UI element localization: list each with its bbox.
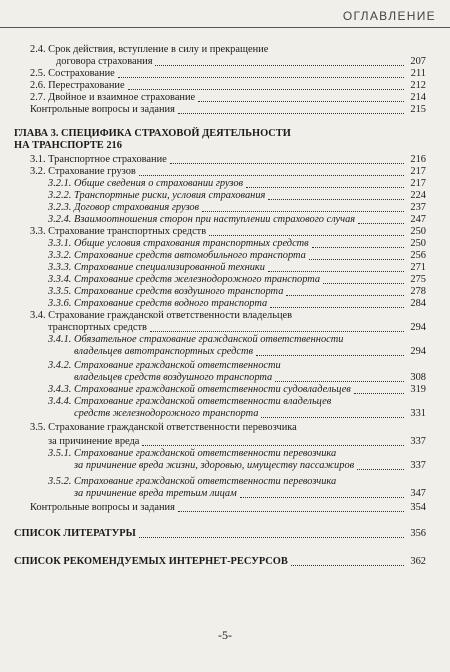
page-number: 331: [410, 408, 426, 419]
toc-entry-3-4-4: средств железнодорожного транспорта 331: [74, 408, 426, 419]
page-number: 217: [410, 178, 426, 189]
dot-leader: [354, 393, 404, 394]
toc-entry-3-5-2: за причинение вреда третьим лицам 347: [74, 488, 426, 499]
toc-entry-2-6: 2.6. Перестрахование 212: [30, 80, 426, 91]
toc-entry-3-1: 3.1. Транспортное страхование 216: [30, 154, 426, 165]
dot-leader: [270, 307, 404, 308]
toc-entry-2-7: 2.7. Двойное и взаимное страхование 214: [30, 92, 426, 103]
toc-entry-3-2-2: 3.2.2. Транспортные риски, условия страхования 224: [48, 190, 426, 201]
dot-leader: [275, 381, 404, 382]
toc-entry-3-4: транспортных средств 294: [48, 322, 426, 333]
toc-entry-2-5: 2.5. Сострахование 211: [30, 68, 426, 79]
page-number: 224: [410, 190, 426, 201]
toc-entry-3-4-2-line1: 3.4.2. Страхование гражданской ответственности: [48, 360, 281, 371]
toc-entry-3-3-5: 3.3.5. Страхование средств воздушного транспорта 278: [48, 286, 426, 297]
toc-entry-3-5-line1: 3.5. Страхование гражданской ответственности перевозчика: [30, 422, 297, 433]
dot-leader: [240, 497, 404, 498]
page-number: 294: [410, 346, 426, 357]
page-number: 217: [410, 166, 426, 177]
toc-entry-2-4-line1: 2.4. Срок действия, вступление в силу и прекращение: [30, 44, 269, 55]
page-number: 250: [410, 226, 426, 237]
dot-leader: [261, 417, 404, 418]
page-number: 256: [410, 250, 426, 261]
page-number: 216: [410, 154, 426, 165]
dot-leader: [309, 259, 404, 260]
toc-entry-3-3-6: 3.3.6. Страхование средств водного транспорта 284: [48, 298, 426, 309]
page-number: 319: [410, 384, 426, 395]
toc-entry-3-3-3: 3.3.3. Страхование специализированной техники 271: [48, 262, 426, 273]
toc-entry-3-4-2: владельцев средств воздушного транспорта 308: [74, 372, 426, 383]
toc-internet-resources: СПИСОК РЕКОМЕНДУЕМЫХ ИНТЕРНЕТ-РЕСУРСОВ 362: [14, 556, 426, 567]
toc-entry-3-4-3: 3.4.3. Страхование гражданской ответственности судовладельцев 319: [48, 384, 426, 395]
page-number: 207: [410, 56, 426, 67]
dot-leader: [128, 89, 404, 90]
dot-leader: [155, 65, 404, 66]
dot-leader: [142, 445, 404, 446]
dot-leader: [358, 223, 404, 224]
dot-leader: [178, 511, 404, 512]
toc-entry-3-5: за причинение вреда 337: [48, 436, 426, 447]
page-footer: [0, 628, 450, 643]
page-number: 337: [410, 460, 426, 471]
toc-entry-3-5-1-line1: 3.5.1. Страхование гражданской ответственности перевозчика: [48, 448, 337, 459]
running-header: [0, 0, 450, 32]
dot-leader: [268, 199, 404, 200]
toc-entry-3-4-1: владельцев автотранспортных средств 294: [74, 346, 426, 357]
toc-entry-3-4-1-line1: 3.4.1. Обязательное страхование гражданской ответственности: [48, 334, 344, 345]
page-number: 237: [410, 202, 426, 213]
dot-leader: [323, 283, 404, 284]
dot-leader: [268, 271, 404, 272]
page-number: 247: [410, 214, 426, 225]
dot-leader: [312, 247, 404, 248]
dot-leader: [150, 331, 404, 332]
page-number-footer: -5-: [218, 628, 232, 642]
dot-leader: [178, 113, 404, 114]
toc-entry-questions-3: Контрольные вопросы и задания 354: [30, 502, 426, 513]
page-number: 214: [410, 92, 426, 103]
dot-leader: [209, 235, 404, 236]
toc-entry-3-3-1: 3.3.1. Общие условия страхования транспортных средств 250: [48, 238, 426, 249]
toc-entry-3-4-line1: 3.4. Страхование гражданской ответственности владельцев: [30, 310, 293, 321]
page-number: 250: [410, 238, 426, 249]
page-number: 212: [410, 80, 426, 91]
toc-entry-3-2: 3.2. Страхование грузов 217: [30, 166, 426, 177]
page-number: 362: [410, 556, 426, 567]
toc-entry-3-3-4: 3.3.4. Страхование средств железнодорожного транспорта 275: [48, 274, 426, 285]
dot-leader: [291, 565, 404, 566]
toc-chapter-3-line1: ГЛАВА 3. СПЕЦИФИКА СТРАХОВОЙ ДЕЯТЕЛЬНОСТИ: [14, 128, 291, 139]
page-number: 308: [410, 372, 426, 383]
dot-leader: [198, 101, 404, 102]
toc-entry-3-3: 3.3. Страхование транспортных средств 250: [30, 226, 426, 237]
toc-bibliography: СПИСОК ЛИТЕРАТУРЫ 356: [14, 528, 426, 539]
toc-entry-3-5-2-line1: 3.5.2. Страхование гражданской ответственности перевозчика: [48, 476, 337, 487]
dot-leader: [246, 187, 404, 188]
page-number: 347: [410, 488, 426, 499]
toc-entry-3-4-4-line1: 3.4.4. Страхование гражданской ответственности владельцев: [48, 396, 332, 407]
page-number: 215: [410, 104, 426, 115]
toc-entry-3-2-4: 3.2.4. Взаимоотношения сторон при наступлении страхового случая 247: [48, 214, 426, 225]
page-number: 211: [410, 68, 426, 79]
page-number: 284: [410, 298, 426, 309]
dot-leader: [170, 163, 404, 164]
toc-entry-3-2-3: 3.2.3. Договор страхования грузов 237: [48, 202, 426, 213]
dot-leader: [286, 295, 404, 296]
header-title: ОГЛАВЛЕНИЕ: [342, 9, 436, 23]
page-number: 271: [410, 262, 426, 273]
page-number: 275: [410, 274, 426, 285]
dot-leader: [139, 537, 404, 538]
page-number: 278: [410, 286, 426, 297]
toc-entry-3-3-2: 3.3.2. Страхование средств автомобильного транспорта 256: [48, 250, 426, 261]
dot-leader: [139, 175, 404, 176]
dot-leader: [256, 355, 404, 356]
page-number: 356: [410, 528, 426, 539]
page-number: 294: [410, 322, 426, 333]
toc-entry-questions-2: Контрольные вопросы и задания 215: [30, 104, 426, 115]
toc-entry-2-4: договора страхования 207: [56, 56, 426, 67]
page-number: 354: [410, 502, 426, 513]
dot-leader: [118, 77, 404, 78]
header-rule: [0, 27, 450, 28]
toc-chapter-3-line2: НА ТРАНСПОРТЕ 216: [14, 140, 122, 151]
dot-leader: [357, 469, 404, 470]
toc-entry-3-5-1: за причинение вреда жизни, здоровью, имуществу пассажиров 337: [74, 460, 426, 471]
dot-leader: [202, 211, 404, 212]
toc-entry-3-2-1: 3.2.1. Общие сведения о страховании грузов 217: [48, 178, 426, 189]
page-number: 337: [410, 436, 426, 447]
